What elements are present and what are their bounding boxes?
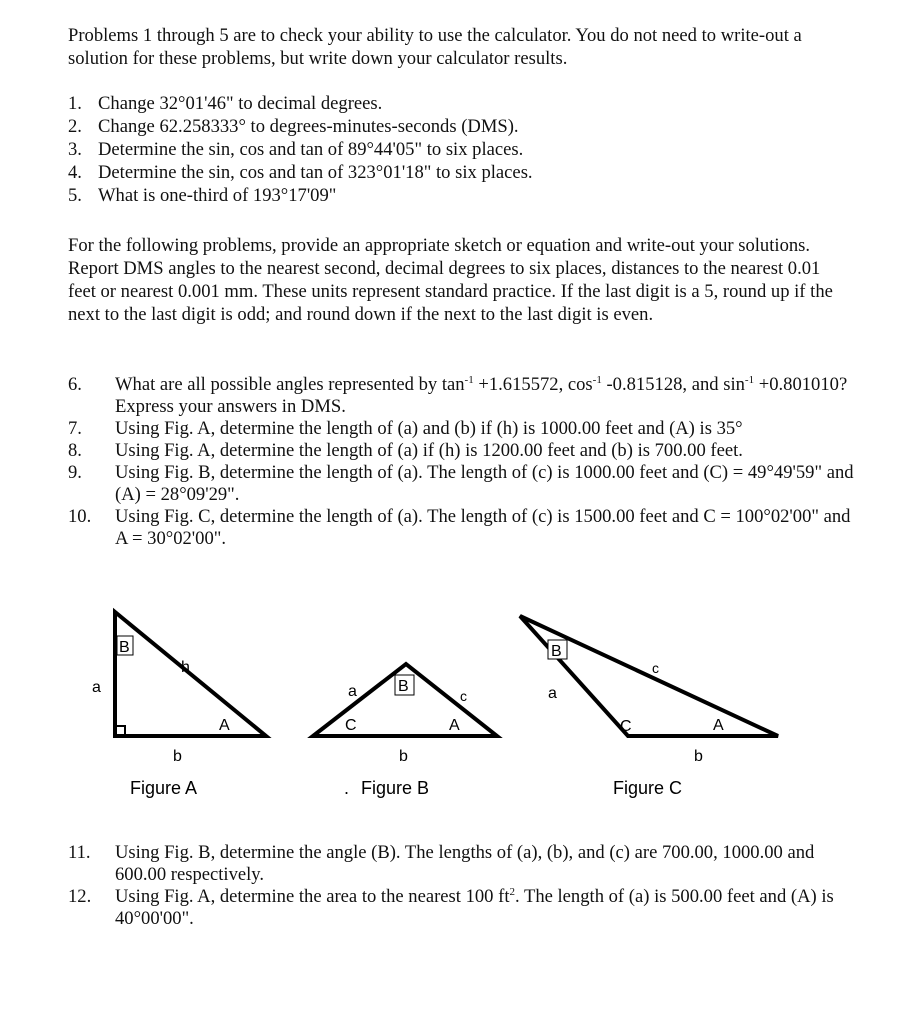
text-part: +0.801010? Express your answers in DMS. <box>115 374 848 417</box>
item-number: 11. <box>68 842 91 863</box>
list-item <box>68 462 858 506</box>
item-number: 5. <box>68 185 82 206</box>
vertex-label-b: B <box>398 678 409 695</box>
item-number: 8. <box>68 440 82 461</box>
figure-a <box>92 612 266 798</box>
side-label-a: a <box>92 679 101 696</box>
list-item <box>68 842 858 886</box>
item-number: 7. <box>68 418 82 439</box>
side-label-c: c <box>460 688 467 704</box>
text-part: What are all possible angles represented by tan <box>115 374 465 395</box>
item-number: 9. <box>68 462 82 483</box>
item-text: Using Fig. A, determine the length of (a) and (b) if (h) is 1000.00 feet and (A) is 35° <box>115 418 743 439</box>
item-number: 10. <box>68 506 92 527</box>
figure-caption: Figure A <box>130 778 198 798</box>
item-number: 3. <box>68 139 82 160</box>
list-item <box>68 886 858 930</box>
item-number: 12. <box>68 886 92 907</box>
text-part: Using Fig. A, determine the area to the nearest 100 ft <box>115 886 510 907</box>
item-text: Using Fig. C, determine the length of (a). The length of (c) is 1500.00 feet and C = 100°02'00" and A = 30°02'00". <box>115 506 851 549</box>
side-label-a: a <box>548 685 557 702</box>
vertex-label-c: C <box>345 717 357 734</box>
list-item <box>68 440 858 462</box>
calculator-instructions: Problems 1 through 5 are to check your ability to use the calculator. You do not need to write-out a solution for these problems, but write down your calculator results. <box>68 25 802 69</box>
figure-c <box>520 616 778 798</box>
item-number: 2. <box>68 116 82 137</box>
text-part: . The length of (a) is 500.00 feet and (A) is 40°00'00". <box>115 886 834 929</box>
superscript: 2 <box>509 885 515 898</box>
figures-diagram <box>0 590 909 810</box>
side-label-b: b <box>173 748 182 765</box>
side-label-b: b <box>694 748 703 765</box>
vertex-label-a: A <box>449 717 460 734</box>
vertex-label-c: C <box>620 718 632 735</box>
list-item <box>68 161 533 184</box>
list-item <box>68 374 858 418</box>
caption-mark: . <box>344 778 350 798</box>
item-text: What is one-third of 193°17'09" <box>98 185 337 206</box>
item-text: Using Fig. B, determine the length of (a). The length of (c) is 1000.00 feet and (C) = 49°49'59" and (A) = 28°09'29". <box>115 462 854 505</box>
side-label-a: a <box>348 683 357 700</box>
item-number: 6. <box>68 374 82 395</box>
calculator-problem-list <box>68 92 533 207</box>
list-item <box>68 418 858 440</box>
list-item <box>68 138 533 161</box>
superscript: -1 <box>744 373 755 386</box>
vertex-label-a: A <box>713 717 724 734</box>
item-text <box>115 886 858 930</box>
triangle-a <box>115 612 266 736</box>
list-item <box>68 184 533 207</box>
figure-caption: Figure B <box>361 778 430 798</box>
item-text: Determine the sin, cos and tan of 89°44'05" to six places. <box>98 139 524 160</box>
item-number: 4. <box>68 162 82 183</box>
superscript: -1 <box>592 373 602 386</box>
side-label-c: c <box>652 660 659 676</box>
figure-caption: Figure C <box>613 778 683 798</box>
list-item <box>68 92 533 115</box>
solution-instructions: For the following problems, provide an appropriate sketch or equation and write-out your solutions. Report DMS angles to the nearest second, decimal degrees to six places, distances to the nearest 0.01 feet or nearest 0.001 mm. These units represent standard practice. If the last digit is a 5, round up if the next to the last digit is odd; and round down if the next to the last digit is even. <box>68 235 833 325</box>
vertex-label-a: A <box>219 717 230 734</box>
vertex-label-b: B <box>551 643 562 660</box>
list-item <box>68 506 858 550</box>
side-label-h: h <box>181 659 190 676</box>
problem-list <box>68 842 858 930</box>
superscript: -1 <box>464 373 474 386</box>
text-part: -0.815128, and sin <box>601 374 745 395</box>
item-text: Using Fig. A, determine the length of (a) if (h) is 1200.00 feet and (b) is 700.00 feet. <box>115 440 743 461</box>
item-text <box>115 374 858 418</box>
side-label-b: b <box>399 748 408 765</box>
list-item <box>68 115 533 138</box>
item-text: Determine the sin, cos and tan of 323°01'18" to six places. <box>98 162 533 183</box>
item-text: Change 32°01'46" to decimal degrees. <box>98 93 383 114</box>
triangle-c <box>520 616 778 736</box>
item-text: Using Fig. B, determine the angle (B). The lengths of (a), (b), and (c) are 700.00, 1000.00 and 600.00 respectively. <box>115 842 815 885</box>
item-text: Change 62.258333° to degrees-minutes-seconds (DMS). <box>98 116 519 137</box>
figure-b <box>313 664 497 798</box>
problem-list <box>68 374 858 550</box>
vertex-label-b: B <box>119 639 130 656</box>
item-number: 1. <box>68 93 82 114</box>
text-part: +1.615572, cos <box>473 374 593 395</box>
